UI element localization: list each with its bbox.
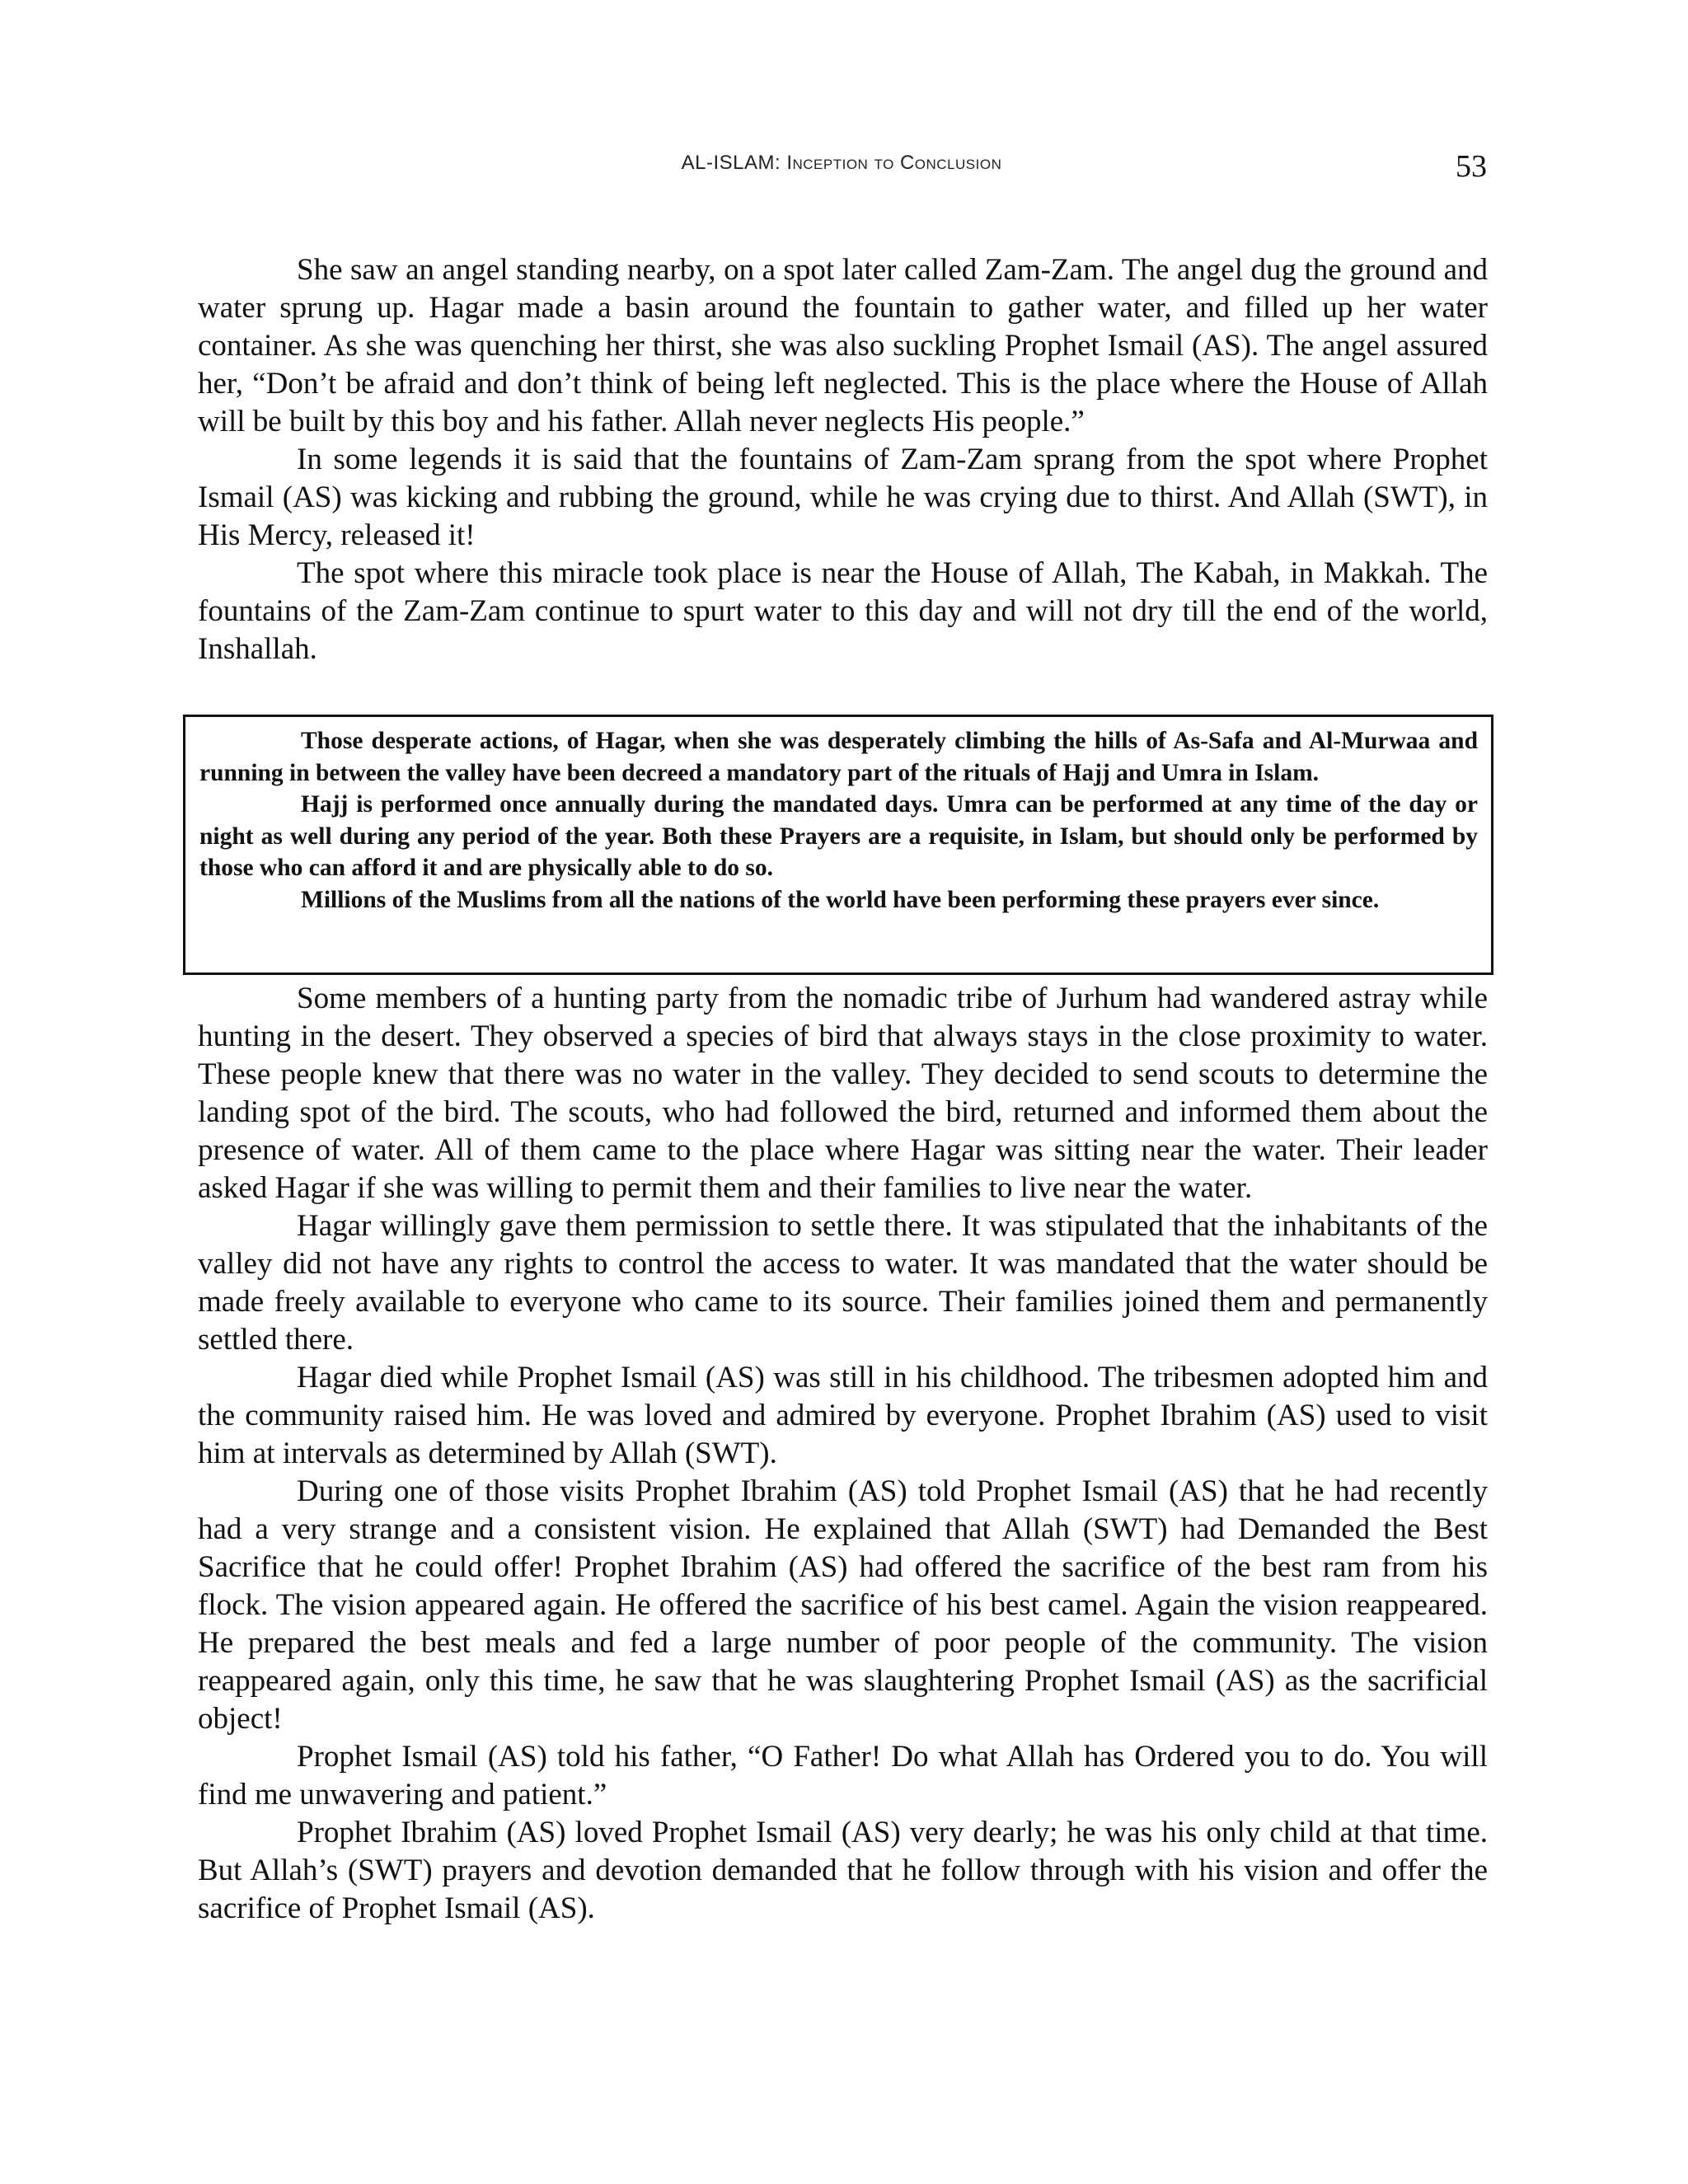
paragraph: In some legends it is said that the fountains of Zam-Zam sprang from the spot where Prophet Ismail (AS) was kicking and rubbing the ground, while he was crying due to thirst. And Allah (SWT), in His Mercy, released it!	[198, 443, 1488, 552]
paragraph: Hagar willingly gave them permission to settle there. It was stipulated that the inhabitants of the valley did not have any rights to control the access to water. It was mandated that the water should be made freely available to everyone who came to its source. Their families joined them and permanently settled there.	[198, 1209, 1488, 1357]
note-paragraph: Those desperate actions, of Hagar, when she was desperately climbing the hills of As-Safa and Al-Murwaa and running in between the valley have been decreed a mandatory part of the rituals of Hajj and Umra in Islam.	[199, 728, 1478, 786]
note-paragraph: Hajj is performed once annually during the mandated days. Umra can be performed at any time of the day or night as well during any period of the year. Both these Prayers are a requisite, in Islam, but should only be performed by those who can afford it and are physically able to do so.	[199, 791, 1478, 881]
page-number: 53	[1456, 149, 1487, 184]
paragraph: Prophet Ibrahim (AS) loved Prophet Ismail (AS) very dearly; he was his only child at that time. But Allah’s (SWT) prayers and devotion demanded that he follow through with his vision and offer the sacrifice of Prophet Ismail (AS).	[198, 1816, 1488, 1925]
paragraph: Hagar died while Prophet Ismail (AS) was still in his childhood. The tribesmen adopted him and the community raised him. He was loved and admired by everyone. Prophet Ibrahim (AS) used to visit him at intervals as determined by Allah (SWT).	[198, 1361, 1488, 1470]
running-header	[196, 148, 1487, 190]
paragraph: She saw an angel standing nearby, on a spot later called Zam-Zam. The angel dug the ground and water sprung up. Hagar made a basin around the fountain to gather water, and filled up her water container. As she was quenching her thirst, she was also suckling Prophet Ismail (AS). The angel assured her, “Don’t be afraid and don’t think of being left neglected. This is the place where the House of Allah will be built by this boy and his father. Allah never neglects His people.”	[198, 253, 1488, 438]
paragraph: During one of those visits Prophet Ibrahim (AS) told Prophet Ismail (AS) that he had recently had a very strange and a consistent vision. He explained that Allah (SWT) had Demanded the Best Sacrifice that he could offer! Prophet Ibrahim (AS) had offered the sacrifice of the best ram from his flock. The vision appeared again. He offered the sacrifice of his best camel. Again the vision reappeared. He prepared the best meals and fed a large number of poor people of the community. The vision reappeared again, only this time, he saw that he was slaughtering Prophet Ismail (AS) as the sacrificial object!	[198, 1474, 1488, 1736]
paragraph: The spot where this miracle took place is near the House of Allah, The Kabah, in Makkah. The fountains of the Zam-Zam continue to spurt water to this day and will not dry till the end of the world, Inshallah.	[198, 556, 1488, 666]
body-text-section-1	[198, 251, 1488, 668]
hajj-umra-note-box	[183, 715, 1493, 975]
paragraph: Some members of a hunting party from the nomadic tribe of Jurhum had wandered astray while hunting in the desert. They observed a species of bird that always stays in the close proximity to water. These people knew that there was no water in the valley. They decided to send scouts to determine the landing spot of the bird. The scouts, who had followed the bird, returned and informed them about the presence of water. All of them came to the place where Hagar was sitting near the water. Their leader asked Hagar if she was willing to permit them and their families to live near the water.	[198, 982, 1488, 1205]
paragraph: Prophet Ismail (AS) told his father, “O Father! Do what Allah has Ordered you to do. You will find me unwavering and patient.”	[198, 1740, 1488, 1811]
body-text-section-2	[198, 980, 1488, 1928]
book-title-header: AL-ISLAM: Inception to Conclusion	[681, 152, 1002, 174]
note-paragraph: Millions of the Muslims from all the nations of the world have been performing these prayers ever since.	[301, 886, 1380, 913]
